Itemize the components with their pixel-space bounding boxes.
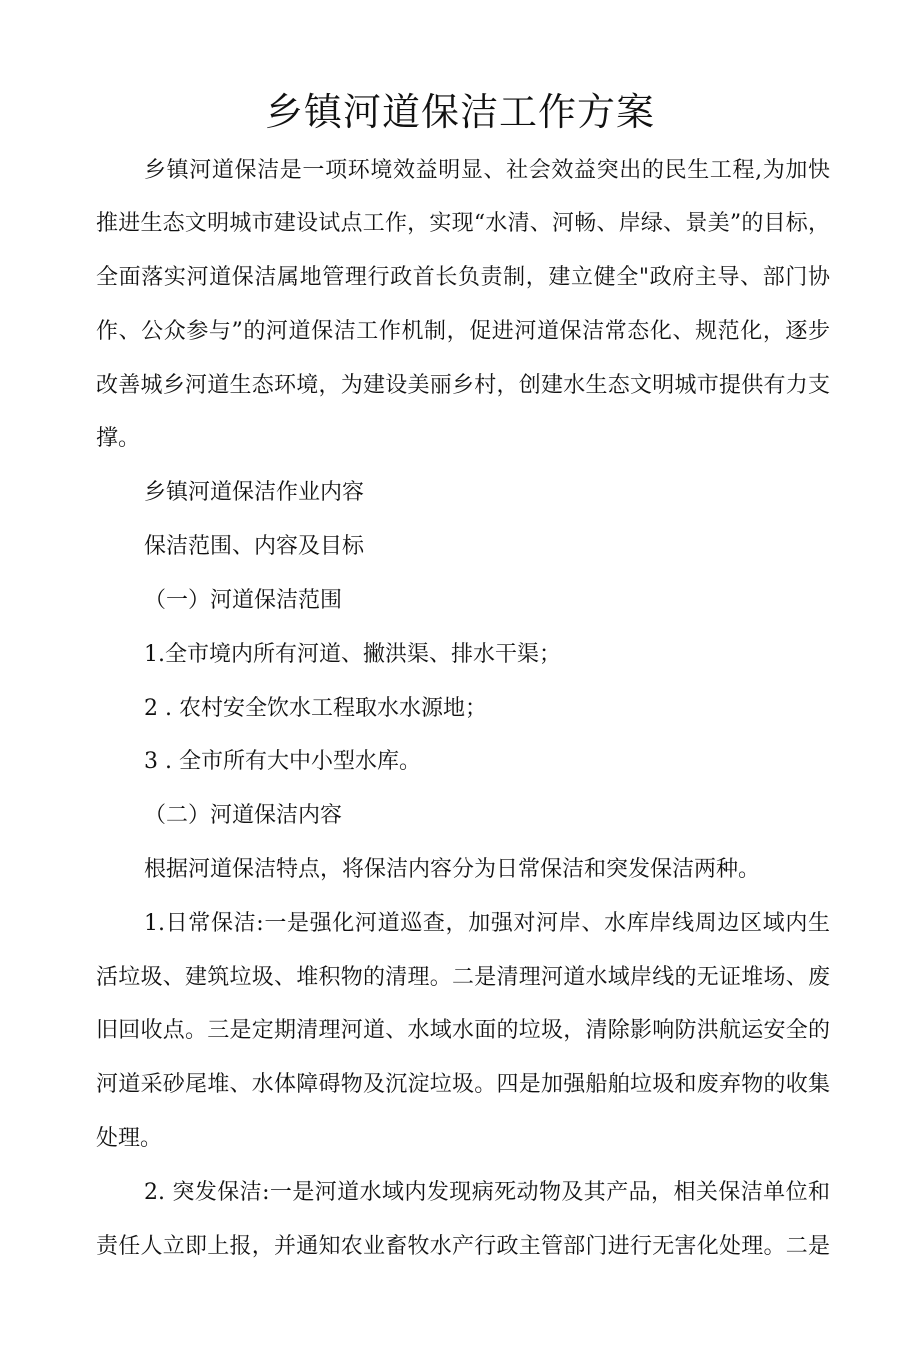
subsection-heading: （二）河道保洁内容 xyxy=(144,803,343,828)
paragraph-line: 活垃圾、建筑垃圾、堆积物的清理。二是清理河道水域岸线的无证堆场、废 xyxy=(96,965,830,990)
list-item: 3 . 全市所有大中小型水库。 xyxy=(144,749,421,774)
section-heading: 乡镇河道保洁作业内容 xyxy=(144,480,365,505)
paragraph-line: 河道采砂尾堆、水体障碍物及沉淀垃圾。四是加强船舶垃圾和废弃物的收集 xyxy=(96,1072,830,1097)
list-item: 1.全市境内所有河道、撇洪渠、排水干渠； xyxy=(144,642,561,667)
paragraph-line: 根据河道保洁特点，将保洁内容分为日常保洁和突发保洁两种。 xyxy=(144,857,761,882)
paragraph-line: 全面落实河道保洁属地管理行政首长负责制，建立健全"政府主导、部门协 xyxy=(96,265,830,290)
paragraph-line: 1.日常保洁:一是强化河道巡查，加强对河岸、水库岸线周边区域内生 xyxy=(144,911,830,936)
subsection-heading: 保洁范围、内容及目标 xyxy=(144,534,365,559)
list-item: 2 . 农村安全饮水工程取水水源地； xyxy=(144,696,487,721)
subsection-heading: （一）河道保洁范围 xyxy=(144,588,343,613)
paragraph-line: 撑。 xyxy=(96,426,141,451)
paragraph-line: 乡镇河道保洁是一项环境效益明显、社会效益突出的民生工程,为加快 xyxy=(144,158,830,183)
paragraph-line: 作、公众参与”的河道保洁工作机制，促进河道保洁常态化、规范化，逐步 xyxy=(96,319,830,344)
paragraph-line: 2. 突发保洁:一是河道水域内发现病死动物及其产品，相关保洁单位和 xyxy=(144,1180,830,1205)
paragraph-line: 处理。 xyxy=(96,1126,163,1151)
paragraph-line: 改善城乡河道生态环境，为建设美丽乡村，创建水生态文明城市提供有力支 xyxy=(96,373,830,398)
paragraph-line: 旧回收点。三是定期清理河道、水域水面的垃圾，清除影响防洪航运安全的 xyxy=(96,1018,830,1043)
paragraph-line: 责任人立即上报，并通知农业畜牧水产行政主管部门进行无害化处理。二是 xyxy=(96,1234,830,1259)
document-title: 乡镇河道保洁工作方案 xyxy=(264,90,655,134)
paragraph-line: 推进生态文明城市建设试点工作，实现“水清、河畅、岸绿、景美”的目标， xyxy=(96,211,830,236)
